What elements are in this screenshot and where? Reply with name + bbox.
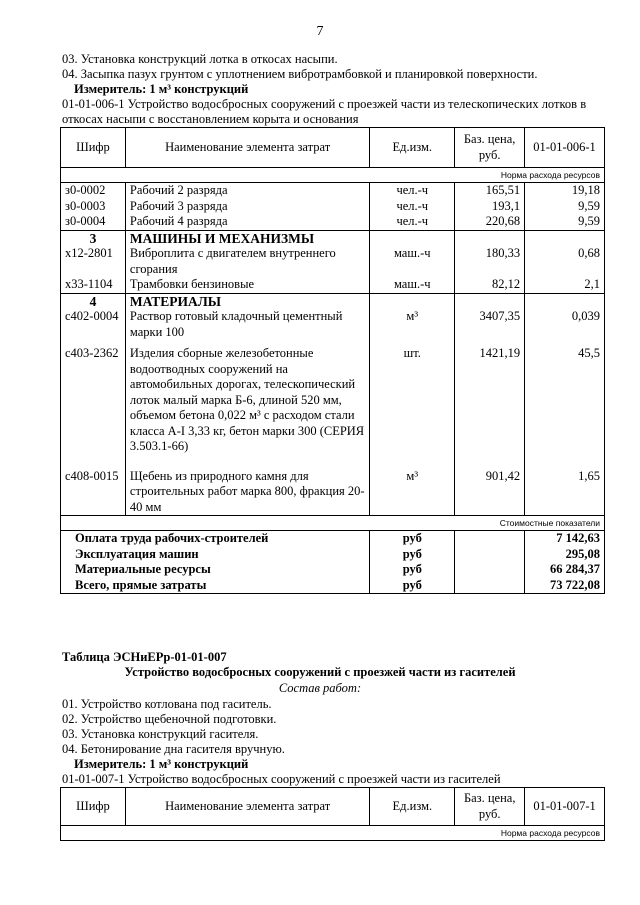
- header-name: Наименование элемента затрат: [125, 788, 369, 826]
- resource-norm: 45,5: [525, 346, 605, 469]
- work-step: 04. Засыпка пазух грунтом с уплотнением вибротрамбовкой и планировкой поверхности.: [62, 67, 538, 81]
- section-number: 3: [61, 230, 126, 246]
- total-unit: руб: [370, 562, 455, 578]
- resource-norm: 0,68: [525, 246, 605, 277]
- resource-unit: шт.: [370, 346, 455, 469]
- total-value: 66 284,37: [525, 562, 605, 578]
- resource-price: 3407,35: [455, 309, 525, 346]
- table-title: Таблица ЭСНиЕРр-01-01-007: [62, 650, 227, 664]
- section-number: 4: [61, 293, 126, 309]
- resource-code: х12-2801: [61, 246, 126, 277]
- header-code-ref: 01-01-006-1: [525, 128, 605, 168]
- section-title: МАТЕРИАЛЫ: [125, 293, 369, 309]
- total-unit: руб: [370, 547, 455, 563]
- resource-norm: 9,59: [525, 214, 605, 230]
- resource-norm: 0,039: [525, 309, 605, 346]
- resource-code: х33-1104: [61, 277, 126, 293]
- resource-code: с408-0015: [61, 469, 126, 516]
- work-step: 03. Установка конструкций лотка в откосах насыпи.: [62, 52, 338, 66]
- resource-price: 1421,19: [455, 346, 525, 469]
- header-price: Баз. цена, руб.: [455, 128, 525, 168]
- work-step: 03. Установка конструкций гасителя.: [62, 727, 259, 741]
- header-unit: Ед.изм.: [370, 788, 455, 826]
- header-price: Баз. цена, руб.: [455, 788, 525, 826]
- total-unit: руб: [370, 578, 455, 594]
- meter-heading: Измеритель: 1 м³ конструкций: [74, 82, 249, 96]
- meter-heading: Измеритель: 1 м³ конструкций: [74, 757, 249, 771]
- resource-name: Щебень из природного камня для строительных работ марка 800, фракция 20-40 мм: [125, 469, 369, 516]
- resource-price: 180,33: [455, 246, 525, 277]
- resource-price: 82,12: [455, 277, 525, 293]
- resource-price: 193,1: [455, 199, 525, 215]
- header-code: Шифр: [61, 788, 126, 826]
- total-value: 295,08: [525, 547, 605, 563]
- resource-price: 901,42: [455, 469, 525, 516]
- resource-table-1: [60, 127, 605, 594]
- total-label: Всего, прямые затраты: [61, 578, 370, 594]
- resource-table-2: [60, 787, 605, 841]
- resource-price: 165,51: [455, 183, 525, 199]
- resource-norm: 9,59: [525, 199, 605, 215]
- resource-code: з0-0002: [61, 183, 126, 199]
- item-title: 01-01-006-1 Устройство водосбросных сооружений с проезжей части из телескопических лотков в: [62, 97, 587, 111]
- total-unit: руб: [370, 531, 455, 547]
- header-code: Шифр: [61, 128, 126, 168]
- total-label: Эксплуатация машин: [61, 547, 370, 563]
- resource-name: Виброплита с двигателем внутреннего сгорания: [125, 246, 369, 277]
- resource-code: с402-0004: [61, 309, 126, 346]
- norm-label: Норма расхода ресурсов: [61, 168, 605, 183]
- resource-unit: м³: [370, 469, 455, 516]
- resource-price: 220,68: [455, 214, 525, 230]
- resource-name: Изделия сборные железобетонные водоотводных сооружений на автомобильных дорогах, телескопический лоток малый марка Б-6, длиной 520 мм, объемом бетона 0,022 м³ с расходом стали класса A-I 3,33 кг, бетон марки 300 (СЕРИЯ 3.503.1-66): [125, 346, 369, 469]
- resource-name: Рабочий 3 разряда: [125, 199, 369, 215]
- page-number: 7: [316, 24, 324, 39]
- resource-name: Рабочий 4 разряда: [125, 214, 369, 230]
- resource-unit: чел.-ч: [370, 183, 455, 199]
- resource-norm: 2,1: [525, 277, 605, 293]
- norm-label: Норма расхода ресурсов: [61, 826, 605, 841]
- cost-label: Стоимостные показатели: [61, 516, 605, 531]
- resource-code: з0-0004: [61, 214, 126, 230]
- item-title: 01-01-007-1 Устройство водосбросных сооружений с проезжей части из гасителей: [62, 772, 501, 786]
- header-name: Наименование элемента затрат: [125, 128, 369, 168]
- resource-name: Рабочий 2 разряда: [125, 183, 369, 199]
- total-label: Оплата труда рабочих-строителей: [61, 531, 370, 547]
- resource-name: Трамбовки бензиновые: [125, 277, 369, 293]
- works-heading: Состав работ:: [278, 681, 362, 695]
- resource-norm: 1,65: [525, 469, 605, 516]
- resource-norm: 19,18: [525, 183, 605, 199]
- resource-unit: чел.-ч: [370, 199, 455, 215]
- resource-unit: маш.-ч: [370, 246, 455, 277]
- resource-code: с403-2362: [61, 346, 126, 469]
- total-value: 73 722,08: [525, 578, 605, 594]
- work-step: 02. Устройство щебеночной подготовки.: [62, 712, 277, 726]
- header-unit: Ед.изм.: [370, 128, 455, 168]
- resource-code: з0-0003: [61, 199, 126, 215]
- item-title: откосах насыпи с восстановлением корыта и основания: [62, 112, 359, 126]
- resource-unit: маш.-ч: [370, 277, 455, 293]
- work-step: 04. Бетонирование дна гасителя вручную.: [62, 742, 285, 756]
- resource-name: Раствор готовый кладочный цементный марки 100: [125, 309, 369, 346]
- resource-unit: чел.-ч: [370, 214, 455, 230]
- table-subtitle: Устройство водосбросных сооружений с проезжей части из гасителей: [124, 665, 516, 679]
- total-label: Материальные ресурсы: [61, 562, 370, 578]
- work-step: 01. Устройство котлована под гаситель.: [62, 697, 272, 711]
- total-value: 7 142,63: [525, 531, 605, 547]
- resource-unit: м³: [370, 309, 455, 346]
- section-title: МАШИНЫ И МЕХАНИЗМЫ: [125, 230, 369, 246]
- header-code-ref: 01-01-007-1: [525, 788, 605, 826]
